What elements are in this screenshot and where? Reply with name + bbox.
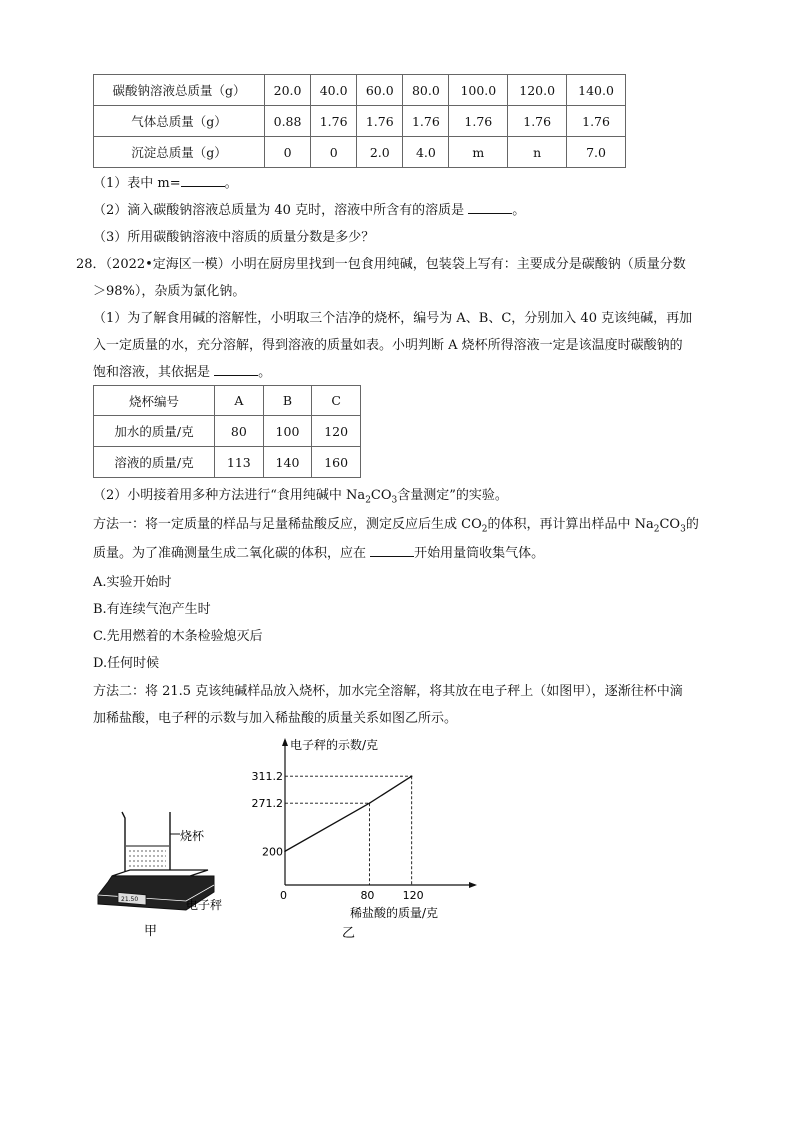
text: 。 — [512, 203, 526, 218]
answer-blank — [370, 544, 414, 557]
table-header-row — [94, 386, 361, 416]
text: 开始用量筒收集气体。 — [414, 546, 545, 561]
table-cell: 1.76 — [508, 106, 567, 137]
data-table-1 — [93, 74, 626, 168]
data-point — [369, 802, 371, 804]
beaker-label: 烧杯 — [180, 829, 205, 843]
q28-part1-line3 — [93, 361, 271, 380]
text: 饱和溶液，其依据是 — [93, 365, 215, 380]
method1-line2 — [93, 542, 544, 561]
text: 的体积，再计算出样品中 Na — [487, 517, 654, 532]
table-cell: 100 — [263, 416, 312, 447]
subscript: 3 — [680, 524, 686, 535]
scale-display: 21.50 — [121, 896, 139, 903]
figure-jia-caption: 甲 — [144, 924, 158, 939]
table-cell: 100.0 — [449, 75, 508, 106]
table-cell: 0 — [265, 137, 311, 168]
table-cell: 60.0 — [357, 75, 403, 106]
text: 的 — [685, 517, 699, 532]
question-28-heading: 28．（2022•定海区一模）小明在厨房里找到一包食用纯碱，包装袋上写有：主要成分是碳酸钠（质量分数 — [76, 257, 686, 272]
answer-blank — [214, 363, 258, 376]
text: CO — [370, 488, 392, 503]
text: （1）表中 m= — [93, 176, 181, 191]
table-cell: 140 — [263, 447, 312, 478]
subscript: 3 — [391, 495, 398, 506]
beaker-table — [93, 385, 361, 478]
table-cell: 1.76 — [403, 106, 449, 137]
q28-part1-line2: 入一定质量的水，充分溶解，得到溶液的质量如表。小明判断 A 烧杯所得溶液一定是该温度时碳酸钠的 — [93, 338, 683, 353]
table-row — [94, 75, 626, 106]
table-cell: 沉淀总质量（g） — [94, 137, 265, 168]
table-row — [94, 106, 626, 137]
y-tick-label: 311.2 — [251, 770, 283, 784]
x-tick-label: 120 — [402, 889, 424, 902]
table-cell: m — [449, 137, 508, 168]
answer-blank — [181, 174, 225, 187]
data-point — [284, 850, 286, 852]
table-cell: 140.0 — [567, 75, 626, 106]
data-point — [411, 775, 413, 777]
table-cell: 1.76 — [357, 106, 403, 137]
table-cell: 0.88 — [265, 106, 311, 137]
y-tick-label: 271.2 — [251, 797, 283, 811]
q28-part2 — [93, 484, 508, 506]
figure-yi-chart — [240, 730, 490, 940]
text: 。 — [258, 365, 272, 380]
q28-part1-line1: （1）为了解食用碱的溶解性，小明取三个洁净的烧杯，编号为 A、B、C，分别加入 40 克该纯碱，再加 — [93, 311, 693, 326]
y-tick-label: 200 — [262, 845, 283, 859]
table-cell: 80.0 — [403, 75, 449, 106]
table-cell: 7.0 — [567, 137, 626, 168]
text: CO — [659, 517, 681, 532]
question-27-part-1 — [93, 172, 238, 191]
table-cell: 20.0 — [265, 75, 311, 106]
text: 方法一：将一定质量的样品与足量稀盐酸反应，测定反应后生成 CO — [93, 517, 482, 532]
table-header-cell: C — [312, 386, 361, 416]
table-cell: n — [508, 137, 567, 168]
figure-jia — [90, 800, 250, 940]
beaker-icon — [122, 812, 180, 872]
origin-tick-label: 0 — [280, 889, 287, 902]
table-row — [94, 447, 361, 478]
question-28-heading-cont: ＞98%），杂质为氯化钠。 — [93, 284, 246, 299]
table-cell: 1.76 — [567, 106, 626, 137]
table-cell: 0 — [311, 137, 357, 168]
method2-line1: 方法二：将 21.5 克该纯碱样品放入烧杯，加水完全溶解，将其放在电子秤上（如图甲），逐渐往杯中滴 — [93, 684, 683, 699]
x-axis-label: 稀盐酸的质量/克 — [350, 906, 439, 920]
table-cell: 120 — [312, 416, 361, 447]
table-cell: 113 — [215, 447, 264, 478]
x-tick-label: 80 — [360, 889, 375, 902]
table-row — [94, 416, 361, 447]
subscript: 2 — [481, 524, 488, 535]
table-cell: 1.76 — [311, 106, 357, 137]
y-axis-arrow — [282, 738, 288, 746]
table-cell: 气体总质量（g） — [94, 106, 265, 137]
method1-line1 — [93, 513, 699, 535]
subscript: 2 — [365, 495, 371, 506]
option-b: B.有连续气泡产生时 — [93, 602, 211, 617]
table-header-cell: A — [215, 386, 264, 416]
table-cell: 160 — [312, 447, 361, 478]
table-header-cell: B — [263, 386, 312, 416]
table-cell: 4.0 — [403, 137, 449, 168]
table-header-cell: 烧杯编号 — [94, 386, 215, 416]
scale-label: 电子秤 — [186, 898, 223, 912]
table-cell: 溶液的质量/克 — [94, 447, 215, 478]
table-cell: 加水的质量/克 — [94, 416, 215, 447]
option-d: D.任何时候 — [93, 656, 160, 671]
x-axis-arrow — [469, 882, 477, 888]
text: 含量测定”的实验。 — [397, 488, 508, 503]
figure-yi-caption: 乙 — [342, 926, 356, 940]
option-c: C.先用燃着的木条检验熄灭后 — [93, 629, 263, 644]
question-27-part-2 — [93, 199, 525, 218]
table-cell: 80 — [215, 416, 264, 447]
method2-line2: 加稀盐酸，电子秤的示数与加入稀盐酸的质量关系如图乙所示。 — [93, 711, 458, 726]
y-axis-label: 电子秤的示数/克 — [290, 738, 379, 752]
answer-blank — [468, 201, 512, 214]
table-cell: 2.0 — [357, 137, 403, 168]
data-series-line — [285, 776, 412, 851]
table-cell: 120.0 — [508, 75, 567, 106]
text: （2）滴入碳酸钠溶液总质量为 40 克时，溶液中所含有的溶质是 — [93, 203, 469, 218]
table-cell: 碳酸钠溶液总质量（g） — [94, 75, 265, 106]
table-cell: 1.76 — [449, 106, 508, 137]
text: 质量。为了准确测量生成二氧化碳的体积，应在 — [93, 546, 371, 561]
subscript: 2 — [653, 524, 660, 535]
option-a: A.实验开始时 — [93, 575, 172, 590]
table-row — [94, 137, 626, 168]
question-27-part-3: （3）所用碳酸钠溶液中溶质的质量分数是多少？ — [93, 230, 375, 245]
text: （2）小明接着用多种方法进行“食用纯碱中 Na — [93, 488, 366, 503]
table-cell: 40.0 — [311, 75, 357, 106]
text: 。 — [224, 176, 238, 191]
